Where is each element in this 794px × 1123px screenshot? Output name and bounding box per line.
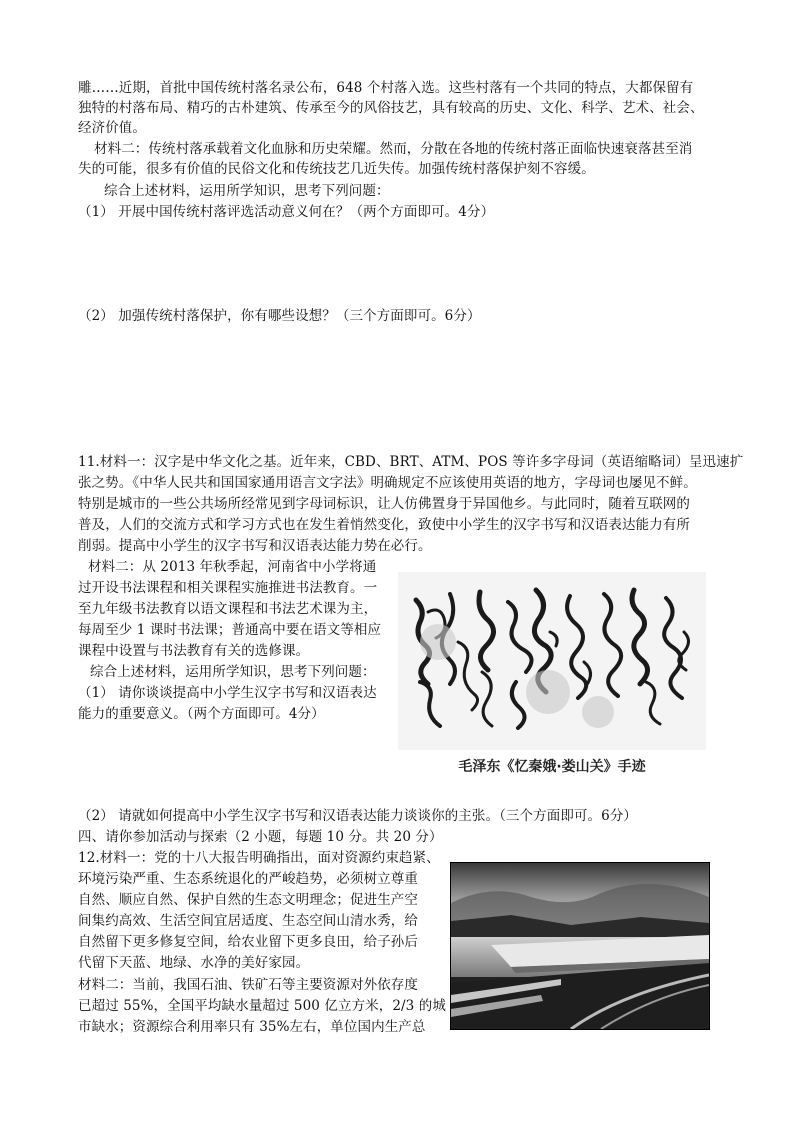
section-four-title: 四、请你参加活动与探索（2 小题，每题 10 分。共 20 分）: [78, 829, 443, 845]
q11-material-one-line-3: 特别是城市的一些公共场所经常见到字母词标识，让人仿佛置身于异国他乡。与此同时，随着互联网的: [78, 496, 690, 512]
q11-question-2: （2） 请就如何提高中小学生汉字书写和汉语表达能力谈谈你的主张。（三个方面即可。6分）: [78, 808, 638, 824]
q11-material-one-line-1: 11.材料一：汉字是中华文化之基。近年来，CBD、BRT、ATM、POS 等许多字母词（英语缩略词）呈迅速扩: [78, 454, 744, 470]
q11-material-one-line-5: 削弱。提高中小学生的汉字书写和汉语表达能力势在必行。: [78, 538, 432, 554]
calligraphy-image: [398, 572, 706, 784]
q11-question-1-line-2: 能力的重要意义。（两个方面即可。4分）: [78, 706, 325, 722]
q12-line-1: 12.材料一：党的十八大报告明确指出，面对资源约束趋紧、: [78, 850, 440, 866]
q11-material-one-line-4: 普及，人们的交流方式和学习方式也在发生着悄然变化，致使中小学生的汉字书写和汉语表达能力有所: [78, 517, 690, 533]
q11-material-two-line-5: 课程中设置与书法教育有关的选修课。: [78, 643, 310, 659]
dam-photo: [450, 862, 710, 1030]
q11-material-two-line-4: 每周至少 1 课时书法课；普通高中要在语文等相应: [78, 622, 382, 638]
q12-line-3: 自然、顺应自然、保护自然的生态文明理念；促进生产空: [78, 892, 418, 908]
q12-line-6: 代留下天蓝、地绿、水净的美好家园。: [78, 955, 310, 971]
q10-material-two-line-1: 材料二：传统村落承载着文化血脉和历史荣耀。然而，分散在各地的传统村落正面临快速衰落甚至消: [94, 141, 693, 157]
q11-instruction: 综合上述材料，运用所学知识，思考下列问题：: [90, 664, 376, 680]
q12-line-2: 环境污染严重、生态系统退化的严峻趋势，必须树立尊重: [78, 871, 418, 887]
q12-material-two-line-2: 已超过 55%，全国平均缺水量超过 500 亿立方米，2/3 的城: [78, 998, 446, 1014]
q10-question-1: （1） 开展中国传统村落评选活动意义何在？（两个方面即可。4分）: [78, 204, 495, 220]
dam-photo-scene: [451, 863, 709, 1029]
q11-material-two-line-2: 过开设书法课程和相关课程实施推进书法教育。一: [78, 580, 378, 596]
q10-material-two-line-2: 失的可能，很多有价值的民俗文化和传统技艺几近失传。加强传统村落保护刻不容缓。: [78, 161, 595, 177]
calligraphy-strokes: [398, 572, 706, 784]
q10-question-2: （2） 加强传统村落保护，你有哪些设想？（三个方面即可。6分）: [78, 308, 481, 324]
q10-line-3: 经济价值。: [78, 120, 146, 136]
q11-material-one-line-2: 张之势。《中华人民共和国国家通用语言文字法》明确规定不应该使用英语的地方，字母词也屡见不鲜。: [78, 475, 697, 491]
q12-line-5: 自然留下更多修复空间，给农业留下更多良田，给子孙后: [78, 934, 418, 950]
q10-instruction: 综合上述材料，运用所学知识，思考下列问题：: [104, 183, 390, 199]
q11-question-1-line-1: （1） 请你谈谈提高中小学生汉字书写和汉语表达: [78, 685, 377, 701]
q12-material-two-line-3: 市缺水；资源综合利用率只有 35%左右，单位国内生产总: [78, 1019, 426, 1035]
q12-line-4: 间集约高效、生活空间宜居适度、生态空间山清水秀，给: [78, 913, 418, 929]
calligraphy-caption: 毛泽东《忆秦娥·娄山关》手迹: [458, 759, 646, 775]
q12-material-two-line-1: 材料二：当前，我国石油、铁矿石等主要资源对外依存度: [78, 977, 418, 993]
q11-material-two-line-1: 材料二：从 2013 年秋季起，河南省中小学将通: [88, 559, 377, 575]
q10-line-1: 雕……近期，首批中国传统村落名录公布，648 个村落入选。这些村落有一个共同的特点，大都保留有: [78, 80, 694, 96]
q10-line-2: 独特的村落布局、精巧的古朴建筑、传承至今的风俗技艺，具有较高的历史、文化、科学、艺术、社会、: [78, 100, 704, 116]
q11-material-two-line-3: 至九年级书法教育以语文课程和书法艺术课为主，: [78, 601, 378, 617]
